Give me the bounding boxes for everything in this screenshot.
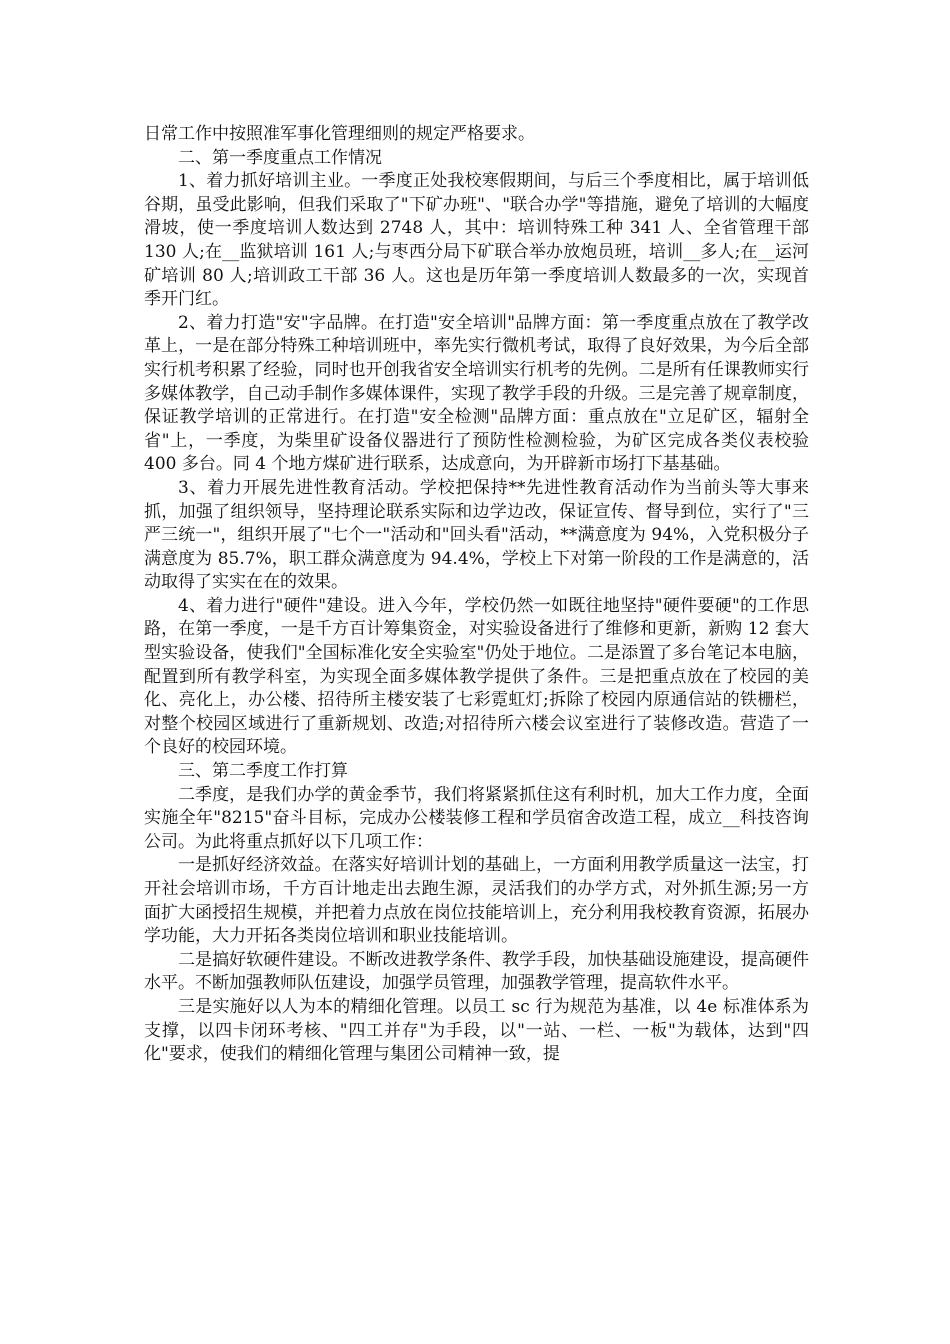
paragraph-brand: 2、着力打造"安"字品牌。在打造"安全培训"品牌方面：第一季度重点放在了教学改革上，一是在部分特殊工种培训班中，率先实行微机考试，取得了良好效果，为今后全部实行机考积累了经验，同时也开创我省安全培训实行机考的先例。二是所有任课教师实行多媒体教学，自己动手制作多媒体课件，实现了教学手段的升级。三是完善了规章制度，保证教学培训的正常进行。在打造"安全检测"品牌方面：重点放在"立足矿区，辐射全省"上，一季度，为柴里矿设备仪器进行了预防性检测检验，为矿区完成各类仪表校验 400 多台。同 4 个地方煤矿进行联系，达成意向，为开辟新市场打下基基础。 (144, 312, 809, 475)
paragraph-education: 3、着力开展先进性教育活动。学校把保持**先进性教育活动作为当前头等大事来抓，加强了组织领导，坚持理论联系实际和边学边改，保证宣传、督导到位，实行了"三严三统一"，组织开展了"七个一"活动和"回头看"活动，**满意度为 94%，入党积极分子满意度为 85.7%，职工群众满意度为 94.4%，学校上下对第一阶段的工作是满意的，活动取得了实实在在的效果。 (144, 477, 809, 593)
document-page (144, 123, 809, 1067)
paragraph-economy: 一是抓好经济效益。在落实好培训计划的基础上，一方面利用教学质量这一法宝，打开社会培训市场，千方百计地走出去跑生源，灵活我们的办学方式，对外抓生源;另一方面扩大函授招生规模，并把着力点放在岗位技能培训上，充分利用我校教育资源，拓展办学功能，大力开拓各类岗位培训和职业技能培训。 (144, 855, 809, 947)
paragraph-training: 1、着力抓好培训主业。一季度正处我校寒假期间，与后三个季度相比，属于培训低谷期，虽受此影响，但我们采取了"下矿办班"、"联合办学"等措施，避免了培训的大幅度滑坡，使一季度培训人数达到 2748 人，其中：培训特殊工种 341 人、全省管理干部 130 人;在__监狱培训 161 人;与枣西分局下矿联合举办放炮员班，培训__多人;在__运河矿培训 80 人;培训政工干部 36 人。这也是历年第一季度培训人数最多的一次，实现首季开门红。 (144, 171, 809, 310)
paragraph-q2-intro: 二季度，是我们办学的黄金季节，我们将紧紧抓住这有利时机，加大工作力度，全面实施全年"8215"奋斗目标，完成办公楼装修工程和学员宿舍改造工程，成立__科技咨询公司。为此将重点抓好以下几项工作： (144, 784, 809, 852)
paragraph-hardware: 4、着力进行"硬件"建设。进入今年，学校仍然一如既往地坚持"硬件要硬"的工作思路，在第一季度，一是千方百计筹集资金，对实验设备进行了维修和更新，新购 12 套大型实验设备，使我们"全国标准化安全实验室"仍处于地位。二是添置了多台笔记本电脑，配置到所有教学科室，为实现全面多媒体教学提供了条件。三是把重点放在了校园的美化、亮化上，办公楼、招待所主楼安装了七彩霓虹灯;拆除了校园内原通信站的铁栅栏，对整个校园区域进行了重新规划、改造;对招待所六楼会议室进行了装修改造。营造了一个良好的校园环境。 (144, 595, 809, 758)
paragraph-construction: 二是搞好软硬件建设。不断改进教学条件、教学手段，加快基础设施建设，提高硬件水平。不断加强教师队伍建设，加强学员管理，加强教学管理，提高软件水平。 (144, 949, 809, 994)
paragraph-management: 三是实施好以人为本的精细化管理。以员工 sc 行为规范为基准，以 4e 标准体系为支撑，以四卡闭环考核、"四工并存"为手段，以"一站、一栏、一板"为载体，达到"四化"要求，使我们的精细化管理与集团公司精神一致，提 (144, 996, 809, 1065)
section-heading-3: 三、第二季度工作打算 (178, 761, 348, 782)
section-heading-2: 二、第一季度重点工作情况 (178, 147, 382, 168)
paragraph-1: 日常工作中按照准军事化管理细则的规定严格要求。 (144, 124, 535, 144)
